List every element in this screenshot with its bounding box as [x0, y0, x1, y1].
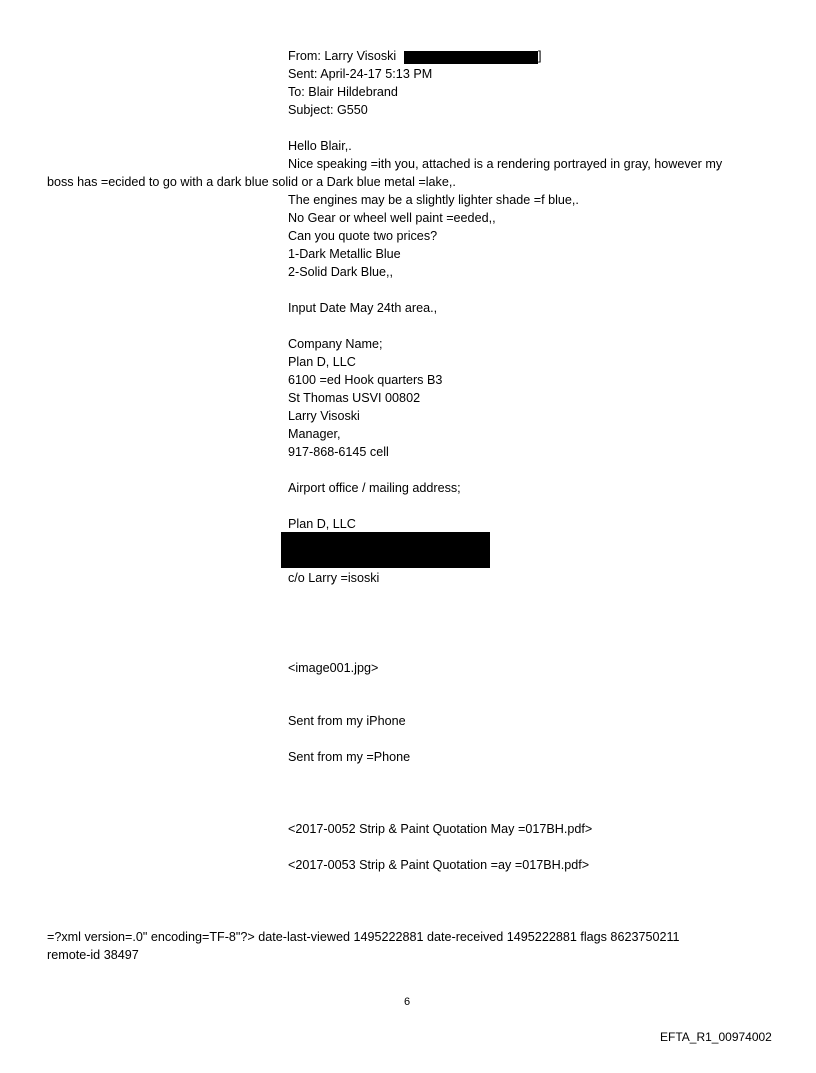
greeting: Hello Blair,.	[288, 139, 352, 153]
address-line2: St Thomas USVI 00802	[288, 391, 421, 405]
contact-name: Larry Visoski	[288, 409, 360, 423]
airport-label: Airport office / mailing address;	[288, 481, 461, 495]
body-gear: No Gear or wheel well paint =eeded,,	[288, 211, 496, 225]
email-from: From: Larry Visoski	[288, 49, 397, 63]
contact-title: Manager,	[288, 427, 341, 441]
body-option1: 1-Dark Metallic Blue	[288, 247, 401, 261]
company-label: Company Name;	[288, 337, 383, 351]
image-attachment: <image001.jpg>	[288, 661, 379, 675]
contact-phone: 917-868-6145 cell	[288, 445, 389, 459]
attachment-quotation-1: <2017-0052 Strip & Paint Quotation May =017BH.pdf>	[288, 822, 593, 836]
attachment-quotation-2: <2017-0053 Strip & Paint Quotation =ay =017BH.pdf>	[288, 858, 590, 872]
airport-company: Plan D, LLC	[288, 517, 356, 531]
address-line1: 6100 =ed Hook quarters B3	[288, 373, 443, 387]
care-of: c/o Larry =isoski	[288, 571, 380, 585]
company-name: Plan D, LLC	[288, 355, 356, 369]
email-subject: Subject: G550	[288, 103, 368, 117]
sent-from-iphone: Sent from my iPhone	[288, 714, 406, 728]
bates-number: EFTA_R1_00974002	[660, 1030, 772, 1044]
email-to: To: Blair Hildebrand	[288, 85, 398, 99]
body-engines: The engines may be a slightly lighter shade =f blue,.	[288, 193, 579, 207]
body-option2: 2-Solid Dark Blue,,	[288, 265, 393, 279]
body-input-date: Input Date May 24th area.,	[288, 301, 438, 315]
redaction-bar-email	[404, 51, 538, 64]
metadata-line1: =?xml version=.0" encoding=TF-8"?> date-last-viewed 1495222881 date-received 1495222881 flags 8623750211	[47, 930, 680, 944]
page-number: 6	[404, 996, 411, 1008]
body-para1-line2: boss has =ecided to go with a dark blue solid or a Dark blue metal =lake,.	[47, 175, 456, 189]
body-para1-line1: Nice speaking =ith you, attached is a rendering portrayed in gray, however my	[288, 157, 723, 171]
from-bracket: ]	[538, 49, 542, 63]
redaction-block-address	[281, 532, 490, 568]
body-quote: Can you quote two prices?	[288, 229, 438, 243]
metadata-line2: remote-id 38497	[47, 948, 139, 962]
email-sent: Sent: April-24-17 5:13 PM	[288, 67, 433, 81]
sent-from-phone: Sent from my =Phone	[288, 750, 411, 764]
